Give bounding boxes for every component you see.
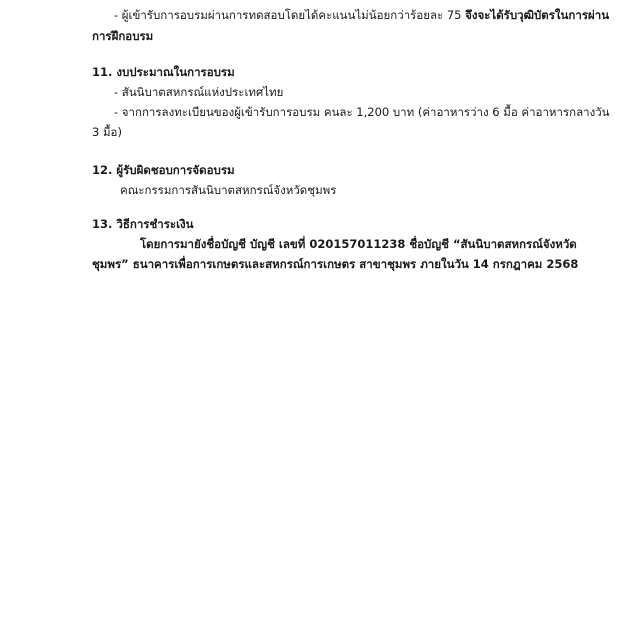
section10-bullet-text: - ผู้เข้ารับการอบรมผ่านการทดสอบโดยได้คะแนนไม่น้อยกว่าร้อยละ 75	[114, 8, 462, 22]
section11-heading: 11. งบประมาณในการอบรม	[92, 65, 235, 79]
section13-heading: 13. วิธีการชำระเงิน	[92, 217, 194, 231]
section11-item-2-line-1: - จากการลงทะเบียนของผู้เข้ารับการอบรม คนละ 1,200 บาท (ค่าอาหารว่าง 6 มื้อ ค่าอาหารกลางวัน	[114, 105, 610, 119]
section11-item-1: - สันนิบาตสหกรณ์แห่งประเทศไทย	[114, 85, 284, 99]
section13-line-2: ชุมพร” ธนาคารเพื่อการเกษตรและสหกรณ์การเกษตร สาขาชุมพร ภายในวัน 14 กรกฎาคม 2568	[92, 257, 579, 271]
section10-bullet	[114, 7, 609, 23]
section10-bullet-continuation: การฝึกอบรม	[92, 29, 154, 43]
section12-heading: 12. ผู้รับผิดชอบการจัดอบรม	[92, 163, 235, 177]
section10-bullet-bold: จึงจะได้รับวุฒิบัตรในการผ่าน	[465, 8, 610, 22]
section12-body: คณะกรรมการสันนิบาตสหกรณ์จังหวัดชุมพร	[120, 183, 337, 197]
section13-line-1: โดยการมายังชื่อบัญชี บัญชี เลขที่ 020157011238 ชื่อบัญชี “สันนิบาตสหกรณ์จังหวัด	[140, 237, 577, 251]
section11-item-2-line-2: 3 มื้อ)	[92, 125, 122, 139]
